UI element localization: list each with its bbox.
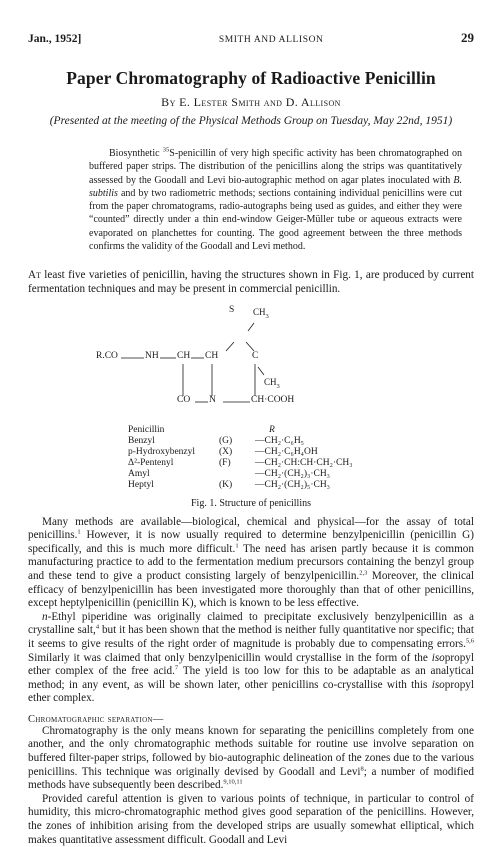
paragraph-text: propyl ether complex of the free acid. xyxy=(28,651,474,678)
sulfur-label: S xyxy=(229,304,235,315)
penicillin-code xyxy=(219,469,255,480)
paragraph-text: ; a number of modified methods have subsequently been described. xyxy=(28,765,474,792)
table-row xyxy=(128,458,353,469)
abstract-paragraph xyxy=(89,147,462,253)
citation-ref: 1 xyxy=(77,528,81,536)
body-paragraphs xyxy=(28,516,474,706)
italic-prefix: iso xyxy=(431,678,445,691)
italic-prefix: iso xyxy=(431,651,445,664)
penicillin-code: (X) xyxy=(219,446,233,457)
citation-ref: 9,10,11 xyxy=(223,778,243,786)
penicillin-code: (G) xyxy=(219,435,233,446)
ch-b-label: CH xyxy=(205,350,219,361)
methyl-side-sub: 3 xyxy=(276,382,280,390)
citation-ref: 5,6 xyxy=(465,637,474,645)
bond-c-ch3 xyxy=(258,367,264,375)
figure-1 xyxy=(28,303,474,516)
figure-caption: Fig. 1. Structure of penicillins xyxy=(191,497,311,509)
penicillin-name: Heptyl xyxy=(128,479,154,490)
section-paragraphs xyxy=(28,725,474,847)
paragraph-assay-methods xyxy=(28,516,474,611)
table-row xyxy=(128,480,353,491)
abstract-text: Biosynthetic xyxy=(109,148,163,159)
methyl-top-label xyxy=(253,306,269,320)
abstract-text: and by two radiometric methods; sections containing individual penicillins were cut from the paper chromatograms, radio-autographs being used as guides, and either they were “counted” directly under a thin end-window Geiger-Müller tube or aqueous extracts were evaporated on planchettes for counting. The good agreement between the three methods confirms the validity of the Goodall and Levi method. xyxy=(89,187,462,253)
methyl-side-text: CH xyxy=(264,376,277,387)
penicillin-code: (F) xyxy=(219,457,231,468)
intro-paragraph xyxy=(28,269,474,296)
abstract xyxy=(89,147,462,253)
intro-text: least five varieties of penicillin, having the structures shown in Fig. 1, are produced by current fermentation techniques and may be present in commercial penicillin. xyxy=(28,269,474,295)
citation-ref: 2,3 xyxy=(359,569,368,577)
n-label: N xyxy=(209,394,216,405)
italic-prefix: n xyxy=(42,610,48,623)
running-authors: SMITH AND ALLISON xyxy=(218,35,324,45)
organism-name: B. subtilis xyxy=(89,174,462,199)
paragraph-chromatography xyxy=(28,725,474,793)
byline: By E. Lester Smith and D. Allison xyxy=(161,95,341,109)
paragraph-text: Moreover, the clinical efficacy of benzylpenicillin has been investigated more thoroughly than that of other penicillins, except heptylpenicillin (penicillin K), which is known to be less effective. xyxy=(28,569,474,610)
penicillin-name: p-Hydroxybenzyl xyxy=(128,446,196,457)
table-header-penicillin: Penicillin xyxy=(128,424,165,435)
r-group-formula: —CH₂·(CH₂)₃·CH₃ xyxy=(255,468,330,479)
nh-label: NH xyxy=(145,350,159,361)
ch-a-label: CH xyxy=(177,350,191,361)
penicillin-name: Benzyl xyxy=(128,435,155,446)
paragraph-text: but it has been shown that the method is neither fully quantitative nor specific; that it seems to give results of the right order of magnitude is probably due to compensating errors. xyxy=(28,624,474,650)
abstract-text: S-penicillin of very high specific activity has been chromatographed on buffered paper strips. The distribution of the penicillins along the strips was quantitatively assessed by the Goodall and Levi bio-autographic method on agar plates inoculated with xyxy=(89,148,462,186)
paragraph-text: propyl ether complex. xyxy=(28,678,474,705)
citation-ref: 4 xyxy=(95,623,100,631)
paragraph-piperidine xyxy=(28,611,474,706)
paragraph-text: Many methods are available—biological, chemical and physical—for the assay of total penicillins. xyxy=(28,515,474,542)
page-number: 29 xyxy=(460,30,474,45)
paragraph-text: Chromatography is the only means known for separating the penicillins completely from one another, and the only chromatographic methods suitable for routine use involve separation on buffered filter-paper strips, followed by bio-autographic delineation of the zones due to the various penicillins. This technique was originally devised by Goodall and Levi xyxy=(28,724,474,778)
bond-s-ch3 xyxy=(248,323,254,331)
methyl-side-label xyxy=(264,376,280,390)
paragraph-text: Provided careful attention is given to various points of technique, in particular to control of humidity, this micro-chromatographic method gives good separation of the penicillins. However, the zones of inhibition arising from the developed strips are usually somewhat elliptical, which makes quantitative assessment difficult. Goodall and Levi xyxy=(28,792,474,846)
citation-ref: 7 xyxy=(174,664,179,672)
table-header-r: R xyxy=(269,424,275,435)
r-group-formula: —CH₂·C₆H₅ xyxy=(255,435,304,446)
isotope-superscript: 35 xyxy=(162,146,170,154)
table-row xyxy=(128,447,353,458)
article-title: Paper Chromatography of Radioactive Penicillin xyxy=(66,68,436,88)
r-group-formula: —CH₂·(CH₂)₅·CH₃ xyxy=(255,479,330,490)
penicillin-name: Amyl xyxy=(128,468,150,479)
rco-label: R.CO xyxy=(96,350,118,361)
paragraph-text: Similarly it was claimed that only benzylpenicillin would crystallise in the form of the xyxy=(28,651,432,664)
carbon-label: C xyxy=(252,350,259,361)
paragraph-text: -Ethyl piperidine was originally claimed to precipitate exclusively benzylpenicillin as a crystalline salt, xyxy=(28,610,474,637)
penicillin-code: (K) xyxy=(219,479,233,490)
bond-ch-s xyxy=(226,342,234,351)
paragraph-text: The need has arisen partly because it is common manufacturing practice to add to the fermentation medium precursors containing the benzyl group and these tend to give a product consisting largely of benzylpenicillin. xyxy=(28,542,474,582)
presented-note: (Presented at the meeting of the Physical Methods Group on Tuesday, May 22nd, 1951) xyxy=(49,115,453,127)
table-row xyxy=(128,436,353,447)
paragraph-text: The yield is too low for this to be adaptable as an analytical method; in any event, as will be shown later, other penicillins co-crystallise with this xyxy=(28,665,474,691)
r-group-formula: —CH₂·CH:CH·CH₂·CH₃ xyxy=(255,457,353,468)
paragraph-text: However, it is now usually required to determine benzylpenicillin (penicillin G) specifically, and this is much more difficult. xyxy=(28,529,474,555)
r-group-formula: —CH₂·C₆H₄OH xyxy=(255,446,318,457)
section-heading: Chromatographic separation— xyxy=(28,713,164,725)
intro-lead: At xyxy=(28,269,41,282)
bond-s-c xyxy=(246,342,254,351)
substituent-table xyxy=(128,425,353,491)
table-header xyxy=(128,425,353,436)
running-head xyxy=(28,30,474,46)
methyl-top-text: CH xyxy=(253,306,266,317)
citation-ref: 8 xyxy=(360,764,364,772)
issue-date: Jan., 1952] xyxy=(28,33,82,45)
paragraph-technique xyxy=(28,793,474,847)
methyl-top-sub: 3 xyxy=(265,312,269,320)
penicillin-name: Δ²-Pentenyl xyxy=(128,457,174,468)
citation-ref: 1 xyxy=(235,542,239,550)
table-row xyxy=(128,469,353,480)
co-label: CO xyxy=(177,394,191,405)
journal-page xyxy=(28,30,474,847)
ch-cooh-label: CH·COOH xyxy=(251,394,295,405)
penicillin-structure-diagram xyxy=(28,303,474,425)
